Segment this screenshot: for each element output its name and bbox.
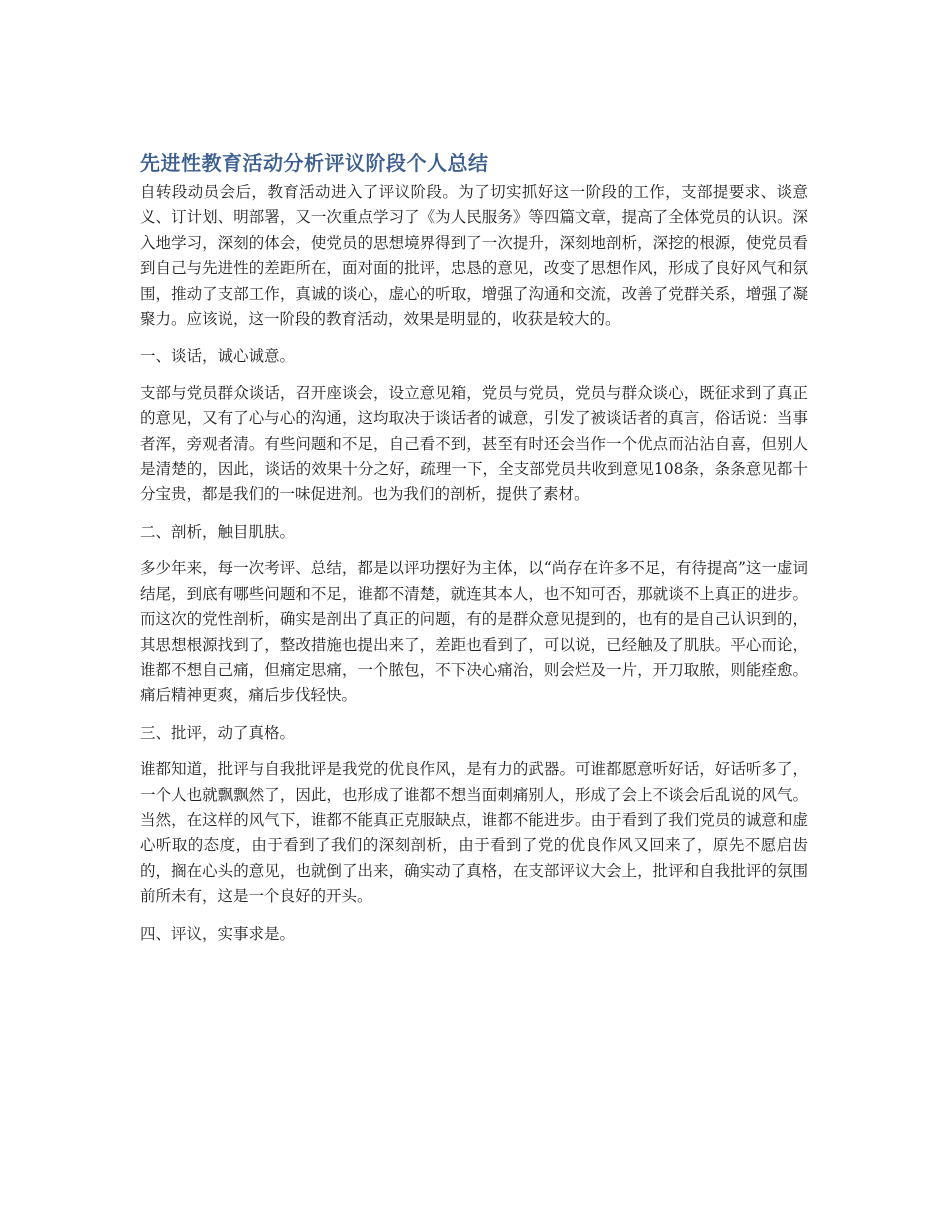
section-1-body: 支部与党员群众谈话，召开座谈会，设立意见箱，党员与党员，党员与群众谈心，既征求到了真正的意见，又有了心与心的沟通，这均取决于谈话者的诚意，引发了被谈话者的真言，俗话说：当事者浑，旁观者清。有些问题和不足，自己看不到，甚至有时还会当作一个优点而沾沾自喜，但别人是清楚的，因此，谈话的效果十分之好，疏理一下，全支部党员共收到意见108条，条条意见都十分宝贵，都是我们的一味促进剂。也为我们的剖析，提供了素材。 — [140, 383, 808, 504]
section-2-heading: 二、剖析，触目肌肤。 — [140, 522, 296, 541]
section-3-body: 谁都知道，批评与自我批评是我党的优良作风，是有力的武器。可谁都愿意听好话，好话听多了，一个人也就飘飘然了，因此，也形成了谁都不想当面刺痛别人，形成了会上不谈会后乱说的风气。当然，在这样的风气下，谁都不能真正克服缺点，谁都不能进步。由于看到了我们党员的诚意和虚心听取的态度，由于看到了我们的深刻剖析，由于看到了党的优良作风又回来了，原先不愿启齿的，搁在心头的意见，也就倒了出来，确实动了真格，在支部评议大会上，批评和自我批评的氛围前所未有，这是一个良好的开头。 — [140, 760, 808, 906]
document-page — [140, 148, 808, 947]
document-title: 先进性教育活动分析评议阶段个人总结 — [140, 151, 489, 175]
section-4-heading: 四、评议，实事求是。 — [140, 924, 296, 943]
section-3-heading: 三、批评，动了真格。 — [140, 723, 296, 742]
intro-paragraph: 自转段动员会后，教育活动进入了评议阶段。为了切实抓好这一阶段的工作，支部提要求、谈意义、订计划、明部署，又一次重点学习了《为人民服务》等四篇文章，提高了全体党员的认识。深入地学习，深刻的体会，使党员的思想境界得到了一次提升，深刻地剖析，深挖的根源，使党员看到自己与先进性的差距所在，面对面的批评，忠恳的意见，改变了思想作风，形成了良好风气和氛围，推动了支部工作，真诚的谈心，虚心的听取，增强了沟通和交流，改善了党群关系，增强了凝聚力。应该说，这一阶段的教育活动，效果是明显的，收获是较大的。 — [140, 183, 808, 329]
section-2-body: 多少年来，每一次考评、总结，都是以评功摆好为主体，以“尚存在许多不足，有待提高”这一虚词结尾，到底有哪些问题和不足，谁都不清楚，就连其本人，也不知可否，那就谈不上真正的进步。而这次的党性剖析，确实是剖出了真正的问题，有的是群众意见提到的，也有的是自己认识到的，其思想根源找到了，整改措施也提出来了，差距也看到了，可以说，已经触及了肌肤。平心而论，谁都不想自己痛，但痛定思痛，一个脓包，不下决心痛治，则会烂及一片，开刀取脓，则能痊愈。痛后精神更爽，痛后步伐轻快。 — [140, 559, 808, 705]
section-1-heading: 一、谈话，诚心诚意。 — [140, 347, 296, 366]
